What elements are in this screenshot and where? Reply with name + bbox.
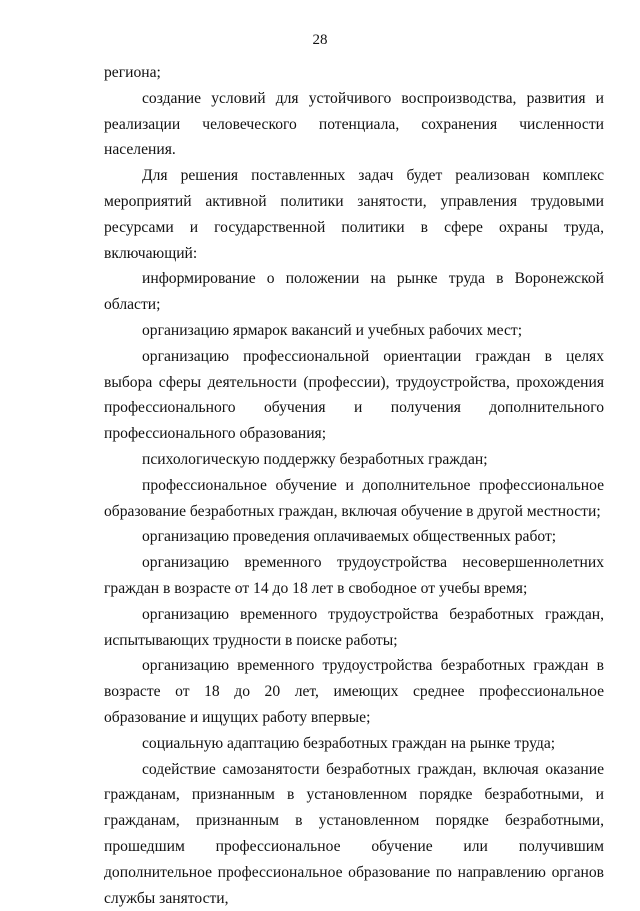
paragraph: Для решения поставленных задач будет реализован комплекс мероприятий активной политики занятости, управления трудовыми ресурсами и государственной политики в сфере охраны труда, включающий: [104,167,604,262]
list-item: организацию временного трудоустройства безработных граждан в возрасте от 18 до 20 лет, имеющих среднее профессиональное образование и ищущих работу впервые; [104,657,604,726]
list-item: профессиональное обучение и дополнительное профессиональное образование безработных граждан, включая обучение в другой местности; [104,476,604,520]
list-item: организацию профессиональной ориентации граждан в целях выбора сферы деятельности (профессии), трудоустройства, прохождения профессионального обучения и получения дополнительного профессионального образования; [104,347,604,443]
paragraph-continuation: региона; [104,64,161,81]
document-body [104,60,604,911]
list-item: информирование о положении на рынке труда в Воронежской области; [104,270,604,314]
list-item: психологическую поддержку безработных граждан; [142,450,488,468]
page-number: 28 [312,32,328,48]
list-item: содействие самозанятости безработных граждан, включая оказание гражданам, признанным в установленном порядке безработными, и гражданам, признанным в установленном порядке безработными, прошедшим профессиональное обучение или получившим дополнительное профессиональное образование по направлению органов службы занятости, [104,760,604,907]
list-item: организацию ярмарок вакансий и учебных рабочих мест; [142,321,523,339]
list-item: организацию проведения оплачиваемых общественных работ; [142,528,557,546]
list-item: организацию временного трудоустройства несовершеннолетних граждан в возрасте от 14 до 18 лет в свободное от учебы время; [104,554,604,597]
list-item: социальную адаптацию безработных граждан на рынке труда; [142,734,556,752]
list-item: организацию временного трудоустройства безработных граждан, испытывающих трудности в поиске работы; [104,605,604,649]
paragraph: создание условий для устойчивого воспроизводства, развития и реализации человеческого потенциала, сохранения численности населения. [104,89,604,159]
